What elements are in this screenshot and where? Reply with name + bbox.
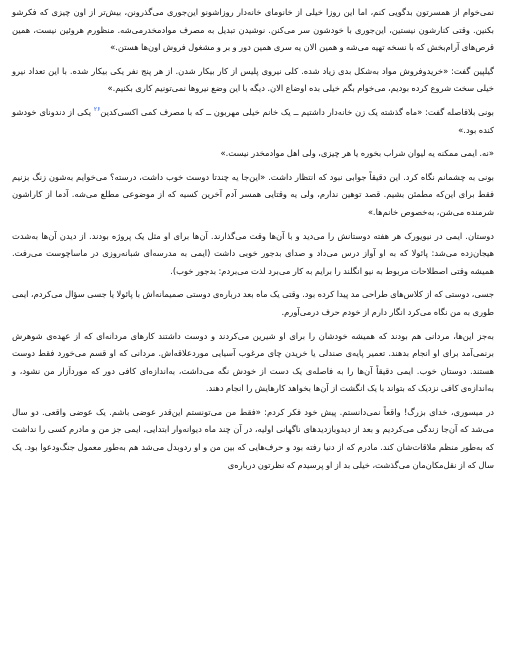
paragraph-8: به‌جز این‌ها، مردانی هم بودند که همیشه خودشان را برای او شیرین می‌کردند و دوست داشتند کارهای مردانه‌ای که از عهده‌ی شوهرش برنمی‌آمد برای او انجام بدهند. تعمیر پایه‌ی صندلی یا خریدن چای مرغوب آسیایی موردعلاقه‌اش. مردانی که او قسم می‌خورد فقط دوست هستند. دوستان خوب. ایمی دقیقاً آن‌ها را به فاصله‌ی یک دست از خودش نگه می‌داشت، به‌اندازه‌ای کافی دور که مورداَزار من نشود، و به‌اندازه‌ی کافی نزدیک که بتواند با یک انگشت از آن‌ها بخواهد کارهایش را انجام دهند. — [12, 330, 494, 394]
paragraph-2: گیلپین گفت: «خرید‌وفروش مواد به‌شکل بدی زیاد شده. کلی نیروی پلیس از کار بیکار شدن. از هر پنج نفر یکی بیکار شده. با این تعداد نیرو خیلی سخت شروع کرده بودیم، می‌خوام بگم خیلی بده اوضاع الان. دیگه با این وضع نیروها نمی‌تونیم کاری بکنیم.» — [12, 65, 494, 94]
paragraph-4: «نه. ایمی ممکنه یه لیوان شراب بخوره یا هر چیزی، ولی اهل موادمخدر نیست.» — [220, 148, 494, 159]
paragraph-9: در میسوری، خدای بزرگ! واقعاً نمی‌دانستم. پیش خود فکر کردم: «فقط من می‌تونستم این‌قدر عوضی باشم. یک عوضی واقعی. دو سال می‌شد که آن‌جا زندگی می‌کردیم و بعد از دیدوبازدیدهای ناگهانی اولیه، در آن چند ماه دیوانه‌وار ابتدایی، ایمی جز من و مادرم کسی را نداشت که به‌طور منظم ملاقات‌شان کند. مادرم که از دنیا رفته بود و حرف‌هایی که بین من و او ردوبدل می‌شد هم به‌طور معمول جنگ‌ودعوا بود. یک سال که از نقل‌مکان‌مان می‌گذشت، خیلی بد از او پرسیدم که نظرتون درباره‌ی — [12, 406, 494, 470]
paragraph-5: بونی به چشمانم نگاه کرد. این دقیقاً جوابی نبود که انتظار داشت. «این‌جا یه چندتا دوست خوب داشت، درسته؟ می‌خوایم به‌شون زنگ بزنیم فقط برای این‌که مطمئن بشیم. قصد توهین ندارم، ولی یه وقتایی همسر آدم آخرین کسیه که از موضوعی مطلع می‌شه. آدما از کاراشون شرمنده می‌شن، به‌خصوص خانم‌ها.» — [12, 171, 494, 217]
paragraph-7: جسی، دوستی که از کلاس‌های طراحی مد پیدا کرده بود. وقتی یک ماه بعد درباره‌ی دوستی صمیمانه‌اش با پائولا یا جسی سؤال می‌کردم، ایمی طوری به من نگاه می‌کرد انگار دارم از خودم حرف درمی‌آورم. — [12, 289, 494, 317]
paragraph-3 — [12, 104, 494, 139]
paragraph-3-text-end: یکی از دندونای خودشو کنده بود.» — [12, 106, 494, 135]
paragraph-3-text: بونی بلافاصله گفت: «ماه گذشته یک زن خانه‌دار داشتیم ــ یک خانم خیلی مهربون ــ که با مصرف کمی اکسی‌کدین — [100, 106, 494, 117]
paragraph-1: نمی‌خوام از همسرتون بدگویی کنم، اما این روزا خیلی از خانومای خانه‌دار روزاشونو این‌جوری می‌گذرونن، بیش‌تر از اون چیزی که فکرشو بکنین. وقتی کنارشون نیستین، این‌جوری با خودشون سر می‌کنن. نوشیدن تبدیل به مصرف موادمخدرمی‌شه. منظورم هروئین نیست، همین قرص‌های آرام‌بخش که با نسخه تهیه می‌شه و همین الان یه سری همین دور و بر و مشغول فروش اون‌ها هستن.» — [12, 7, 494, 53]
paragraph-6: دوستان. ایمی در نیویورک هر هفته دوستانش را می‌دید و با آن‌ها وقت می‌گذارند. آن‌ها برای او مثل یک پروژه بودند. از دیدن آن‌ها به‌شدت هیجان‌زده می‌شد: پائولا که به او آواز درس می‌داد و صدای بدجور خوبی داشت (ایمی به مدرسه‌ای شبانه‌روزی در ماساچوست می‌رفت. همیشه وقتی اصطلاحات مربوط به نیو انگلند را برایم به کار می‌برد لذت می‌بردم: بدجور خوب). — [12, 230, 494, 276]
footnote-reference[interactable]: ۲۶ — [93, 106, 101, 114]
